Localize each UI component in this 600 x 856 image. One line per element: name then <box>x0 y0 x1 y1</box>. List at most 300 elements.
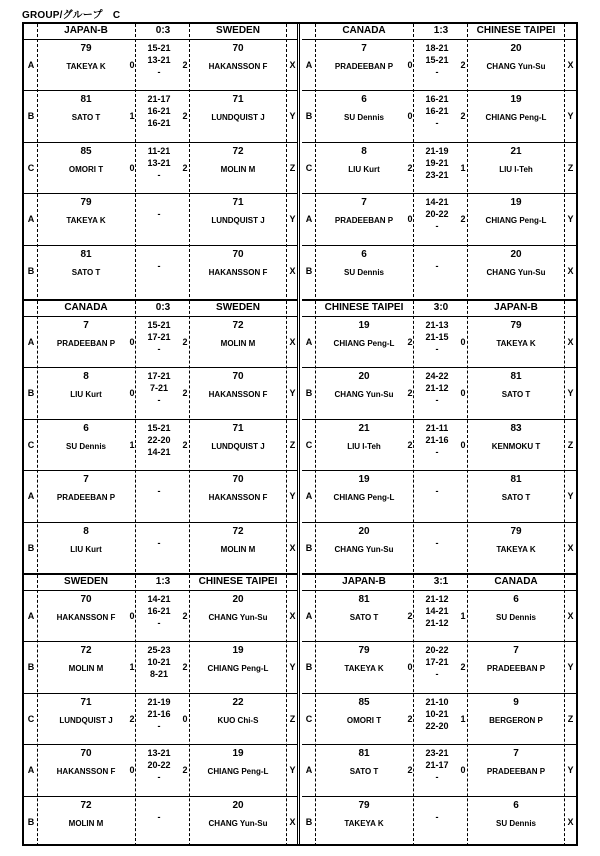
table-row <box>302 194 576 245</box>
set-scores <box>136 42 182 78</box>
set-score: 22-20 <box>425 720 449 731</box>
set-score <box>136 497 182 509</box>
right-games-won: 2 <box>182 337 188 347</box>
right-player-name: CHANG Yun-Su <box>208 818 268 828</box>
right-player-number: 71 <box>232 197 244 209</box>
left-games-won: 1 <box>129 111 135 122</box>
right-player-number: 19 <box>510 197 522 209</box>
right-position: X <box>289 265 296 276</box>
set-score: - <box>157 67 161 77</box>
left-player-number: 72 <box>80 799 92 811</box>
table-row <box>24 797 298 848</box>
right-position: Y <box>567 765 574 776</box>
set-score: 7-21 <box>149 383 168 394</box>
right-player-name: PRADEEBAN P <box>486 664 546 674</box>
right-player-name: HAKANSSON F <box>208 62 268 71</box>
table-row <box>302 91 576 142</box>
match-score: 3:0 <box>433 302 449 313</box>
right-player-number: 7 <box>513 748 519 760</box>
left-player-name: SU Dennis <box>343 113 384 123</box>
right-player-number: 6 <box>513 799 519 811</box>
table-row <box>24 591 298 642</box>
set-score: - <box>157 395 161 406</box>
set-score: 16-21 <box>147 606 171 616</box>
left-player-number: 7 <box>361 197 367 209</box>
right-player-name: TAKEYA K <box>496 544 536 554</box>
left-games-won: 2 <box>407 765 413 776</box>
right-position: X <box>289 611 296 621</box>
set-score: 15-21 <box>425 55 449 65</box>
right-player-number: 22 <box>232 696 244 708</box>
left-position: B <box>27 816 35 827</box>
table-row <box>302 642 576 693</box>
right-games-won: 2 <box>182 439 188 450</box>
left-games-won: 0 <box>129 611 135 621</box>
set-scores <box>414 644 460 680</box>
table-row <box>24 246 298 297</box>
right-player-name: SU Dennis <box>495 818 536 828</box>
left-player-name: MOLIN M <box>68 818 104 828</box>
right-games-won: 0 <box>460 337 466 347</box>
left-position: A <box>305 765 313 776</box>
left-player-number: 71 <box>80 696 92 708</box>
right-position: Y <box>567 214 574 225</box>
set-score <box>414 248 460 260</box>
right-player-name: CHIANG Peng-L <box>207 664 269 674</box>
right-player-number: 19 <box>232 645 244 657</box>
set-score: 20-22 <box>425 209 449 220</box>
set-score: 23-21 <box>425 169 449 180</box>
left-player-name: PRADEEBAN P <box>334 216 394 226</box>
left-player-name: SATO T <box>71 113 101 123</box>
right-position: Z <box>567 162 574 173</box>
set-score <box>136 196 182 208</box>
set-score: 13-21 <box>147 748 171 759</box>
left-position: C <box>27 439 35 450</box>
table-row <box>24 143 298 194</box>
set-score: 21-13 <box>425 320 449 330</box>
set-scores <box>136 799 182 835</box>
set-score: - <box>157 486 161 497</box>
left-player-name: HAKANSSON F <box>56 767 116 777</box>
set-score <box>414 272 460 284</box>
right-games-won: 2 <box>182 388 188 399</box>
left-games-won: 0 <box>129 162 135 173</box>
set-scores <box>414 799 460 835</box>
right-position: Y <box>567 491 574 502</box>
left-player-number: 8 <box>83 371 89 383</box>
right-player-name: SATO T <box>501 493 531 503</box>
right-position: Y <box>567 662 574 673</box>
set-scores <box>414 593 460 629</box>
set-scores <box>136 644 182 680</box>
left-position: B <box>305 388 313 399</box>
left-player-number: 6 <box>361 94 367 106</box>
set-score: - <box>435 772 439 783</box>
left-player-number: 81 <box>80 94 92 106</box>
right-position: Y <box>289 491 296 502</box>
right-position: X <box>567 60 574 70</box>
table-row <box>24 420 298 471</box>
set-scores <box>414 196 460 232</box>
left-games-won: 1 <box>129 662 135 673</box>
results-grid <box>22 22 578 846</box>
left-player-number: 21 <box>358 422 370 434</box>
set-score: - <box>435 811 439 822</box>
table-row <box>302 246 576 297</box>
left-player-name: LIU Kurt <box>70 544 102 554</box>
set-score: - <box>435 221 439 232</box>
left-player-name: CHIANG Peng-L <box>333 339 395 348</box>
left-player-number: 79 <box>80 197 92 209</box>
right-player-number: 19 <box>510 94 522 106</box>
left-position: C <box>27 713 35 724</box>
set-score: - <box>157 618 161 628</box>
right-position: X <box>567 611 574 621</box>
right-player-name: CHIANG Peng-L <box>485 216 547 226</box>
match-block <box>24 573 298 846</box>
set-score: 22-20 <box>147 434 171 445</box>
table-row <box>302 471 576 522</box>
left-position: B <box>305 111 313 122</box>
set-score: 10-21 <box>147 657 171 668</box>
right-player-number: 79 <box>510 525 522 537</box>
set-score <box>136 248 182 260</box>
right-player-number: 71 <box>232 94 244 106</box>
left-player-name: TAKEYA K <box>66 62 106 71</box>
home-team: CHINESE TAIPEI <box>324 302 404 313</box>
match-block <box>302 299 576 572</box>
right-player-number: 20 <box>510 43 522 54</box>
left-position: B <box>27 662 35 673</box>
right-player-name: CHIANG Peng-L <box>485 113 547 123</box>
right-player-number: 19 <box>232 748 244 760</box>
set-score: 10-21 <box>425 708 449 719</box>
set-score <box>414 473 460 485</box>
set-score: 21-12 <box>425 594 449 604</box>
left-player-number: 79 <box>358 645 370 657</box>
left-games-won: 0 <box>407 60 413 70</box>
left-games-won: 1 <box>129 439 135 450</box>
set-scores <box>136 422 182 458</box>
left-games-won: 2 <box>407 713 413 724</box>
right-games-won: 1 <box>460 713 466 724</box>
set-score <box>414 497 460 509</box>
set-score: 21-11 <box>425 422 449 433</box>
right-player-number: 9 <box>513 696 519 708</box>
right-player-number: 70 <box>232 371 244 383</box>
left-position: C <box>305 713 313 724</box>
table-row <box>24 694 298 745</box>
left-player-number: 81 <box>80 248 92 260</box>
right-player-number: 21 <box>510 145 522 157</box>
set-score: 17-21 <box>147 332 171 342</box>
table-row <box>302 420 576 471</box>
table-row <box>302 694 576 745</box>
set-score <box>414 799 460 811</box>
table-row <box>302 797 576 848</box>
left-player-number: 6 <box>83 422 89 434</box>
left-player-number: 85 <box>358 696 370 708</box>
right-player-name: SATO T <box>501 390 531 400</box>
right-player-number: 7 <box>513 645 519 657</box>
away-team: JAPAN-B <box>494 302 538 313</box>
set-score: 17-21 <box>147 371 171 382</box>
match-header <box>302 301 576 317</box>
right-player-name: CHANG Yun-Su <box>486 267 546 277</box>
left-games-won: 2 <box>407 337 413 347</box>
right-position: Y <box>567 388 574 399</box>
right-player-name: BERGERON P <box>489 715 543 725</box>
set-score: - <box>435 67 439 77</box>
right-player-number: 72 <box>232 525 244 537</box>
set-score: 14-21 <box>147 446 171 457</box>
away-team: SWEDEN <box>216 302 260 313</box>
set-score: - <box>435 446 439 457</box>
right-player-name: LIU I-Teh <box>499 164 533 174</box>
left-player-name: PRADEEBAN P <box>56 493 116 503</box>
set-score: 21-12 <box>425 383 449 394</box>
right-player-number: 83 <box>510 422 522 434</box>
set-score <box>136 220 182 232</box>
set-score <box>136 549 182 561</box>
left-player-name: LUNDQUIST J <box>59 715 113 725</box>
left-player-number: 79 <box>80 43 92 54</box>
right-position: Z <box>289 713 296 724</box>
set-scores <box>414 248 460 284</box>
left-player-name: LIU I-Teh <box>347 441 381 451</box>
right-player-name: MOLIN M <box>220 164 256 174</box>
left-games-won: 0 <box>407 662 413 673</box>
match-header <box>24 575 298 591</box>
right-player-name: CHANG Yun-Su <box>208 613 268 622</box>
set-score: - <box>435 118 439 129</box>
away-team: CHINESE TAIPEI <box>476 25 556 36</box>
table-row <box>302 368 576 419</box>
left-position: C <box>27 162 35 173</box>
left-player-name: OMORI T <box>68 164 104 174</box>
right-games-won: 0 <box>182 713 188 724</box>
right-games-won: 0 <box>460 765 466 776</box>
right-position: X <box>567 265 574 276</box>
left-position: A <box>27 611 35 621</box>
right-player-name: LUNDQUIST J <box>211 113 265 123</box>
set-score: 14-21 <box>425 197 449 208</box>
left-position: A <box>305 611 313 621</box>
right-games-won: 0 <box>460 439 466 450</box>
right-player-name: KENMOKU T <box>491 441 541 451</box>
right-player-name: KUO Chi-S <box>217 715 259 725</box>
home-team: CANADA <box>64 302 108 313</box>
left-position: A <box>305 491 313 502</box>
right-position: Z <box>289 162 296 173</box>
left-player-number: 7 <box>83 474 89 486</box>
left-position: C <box>305 439 313 450</box>
set-scores <box>414 93 460 129</box>
left-position: B <box>305 816 313 827</box>
right-player-number: 70 <box>232 474 244 486</box>
right-player-number: 71 <box>232 422 244 434</box>
table-row <box>24 40 298 91</box>
left-player-name: CHANG Yun-Su <box>334 544 394 554</box>
left-position: A <box>27 60 35 70</box>
right-player-name: HAKANSSON F <box>208 267 268 277</box>
left-position: A <box>27 337 35 347</box>
table-row <box>24 317 298 368</box>
right-games-won: 2 <box>460 662 466 673</box>
set-score: 21-10 <box>425 696 449 707</box>
right-games-won: 2 <box>182 611 188 621</box>
right-position: Z <box>289 439 296 450</box>
left-player-number: 19 <box>358 474 370 486</box>
left-games-won: 0 <box>407 214 413 225</box>
right-player-number: 20 <box>232 799 244 811</box>
left-player-name: TAKEYA K <box>344 818 384 828</box>
set-score: - <box>157 720 161 731</box>
left-player-name: MOLIN M <box>68 664 104 674</box>
left-player-number: 20 <box>358 525 370 537</box>
match-score: 3:1 <box>433 576 449 587</box>
right-games-won: 2 <box>182 162 188 173</box>
right-player-number: 70 <box>232 248 244 260</box>
set-scores <box>136 593 182 629</box>
right-position: Y <box>289 214 296 225</box>
set-scores <box>414 525 460 561</box>
set-score: - <box>157 772 161 783</box>
set-scores <box>136 145 182 181</box>
right-games-won: 2 <box>182 765 188 776</box>
left-player-name: PRADEEBAN P <box>334 62 394 71</box>
right-position: Y <box>289 662 296 673</box>
set-score: - <box>157 169 161 180</box>
table-row <box>302 745 576 796</box>
left-position: B <box>27 111 35 122</box>
left-position: A <box>305 337 313 347</box>
left-player-number: 7 <box>83 320 89 331</box>
page-title: GROUP/グループ C <box>22 10 121 21</box>
right-games-won: 2 <box>460 60 466 70</box>
left-player-number: 20 <box>358 371 370 383</box>
left-player-name: CHANG Yun-Su <box>334 390 394 400</box>
right-player-name: HAKANSSON F <box>208 493 268 503</box>
set-score: 21-19 <box>147 696 171 707</box>
set-score <box>136 799 182 811</box>
right-player-name: CHANG Yun-Su <box>486 62 546 71</box>
set-score: 14-21 <box>147 594 171 604</box>
set-score: - <box>157 344 161 354</box>
set-scores <box>136 196 182 232</box>
set-score: 25-23 <box>147 645 171 656</box>
left-player-number: 19 <box>358 320 370 331</box>
set-score: 24-22 <box>425 371 449 382</box>
set-score <box>136 525 182 537</box>
right-player-number: 20 <box>510 248 522 260</box>
left-position: A <box>305 214 313 225</box>
table-row <box>24 523 298 574</box>
left-games-won: 2 <box>407 611 413 621</box>
left-position: B <box>305 662 313 673</box>
right-games-won: 1 <box>460 162 466 173</box>
set-score: 16-21 <box>425 106 449 117</box>
set-score: 21-17 <box>147 94 171 105</box>
right-player-name: TAKEYA K <box>496 339 536 348</box>
set-score: 16-21 <box>425 94 449 105</box>
table-row <box>302 523 576 574</box>
set-score: 21-16 <box>425 434 449 445</box>
away-team: SWEDEN <box>216 25 260 36</box>
set-scores <box>414 42 460 78</box>
left-games-won: 2 <box>407 439 413 450</box>
home-team: JAPAN-B <box>64 25 108 36</box>
set-score: - <box>435 395 439 406</box>
set-score: 20-22 <box>147 760 171 771</box>
set-score: - <box>435 260 439 271</box>
set-score: 13-21 <box>147 157 171 168</box>
set-score: - <box>157 209 161 220</box>
set-scores <box>136 473 182 509</box>
right-player-number: 72 <box>232 145 244 157</box>
left-games-won: 0 <box>129 388 135 399</box>
right-player-name: LUNDQUIST J <box>211 216 265 226</box>
right-player-number: 20 <box>232 594 244 605</box>
right-position: Z <box>567 439 574 450</box>
match-score: 1:3 <box>433 25 449 36</box>
set-score: 15-21 <box>147 422 171 433</box>
set-scores <box>414 319 460 355</box>
right-player-name: MOLIN M <box>220 544 256 554</box>
left-player-number: 8 <box>361 145 367 157</box>
table-row <box>302 317 576 368</box>
set-score: - <box>435 486 439 497</box>
left-position: A <box>27 765 35 776</box>
right-games-won: 2 <box>460 111 466 122</box>
set-score: 23-21 <box>425 748 449 759</box>
set-score <box>414 525 460 537</box>
left-position: A <box>27 491 35 502</box>
table-row <box>302 40 576 91</box>
right-player-number: 6 <box>513 594 519 605</box>
left-position: B <box>305 542 313 553</box>
right-position: X <box>289 60 296 70</box>
right-player-name: CHIANG Peng-L <box>207 767 269 777</box>
set-score: 15-21 <box>147 320 171 330</box>
left-player-number: 79 <box>358 799 370 811</box>
set-score: - <box>157 811 161 822</box>
set-score: 16-21 <box>147 106 171 117</box>
left-player-number: 81 <box>358 748 370 760</box>
match-header <box>302 575 576 591</box>
match-block <box>302 573 576 846</box>
set-scores <box>414 696 460 732</box>
home-team: SWEDEN <box>64 576 108 587</box>
left-player-name: SATO T <box>349 767 379 777</box>
set-scores <box>136 696 182 732</box>
right-player-name: PRADEEBAN P <box>486 767 546 777</box>
match-block <box>24 299 298 572</box>
set-score: 18-21 <box>425 43 449 53</box>
left-position: B <box>27 388 35 399</box>
left-player-name: TAKEYA K <box>344 664 384 674</box>
set-scores <box>136 525 182 561</box>
left-player-number: 70 <box>80 748 92 760</box>
match-header <box>24 301 298 317</box>
away-team: CANADA <box>494 576 538 587</box>
left-player-number: 6 <box>361 248 367 260</box>
set-score: - <box>435 669 439 680</box>
left-player-number: 81 <box>358 594 370 605</box>
right-position: Y <box>289 388 296 399</box>
right-player-number: 72 <box>232 320 244 331</box>
